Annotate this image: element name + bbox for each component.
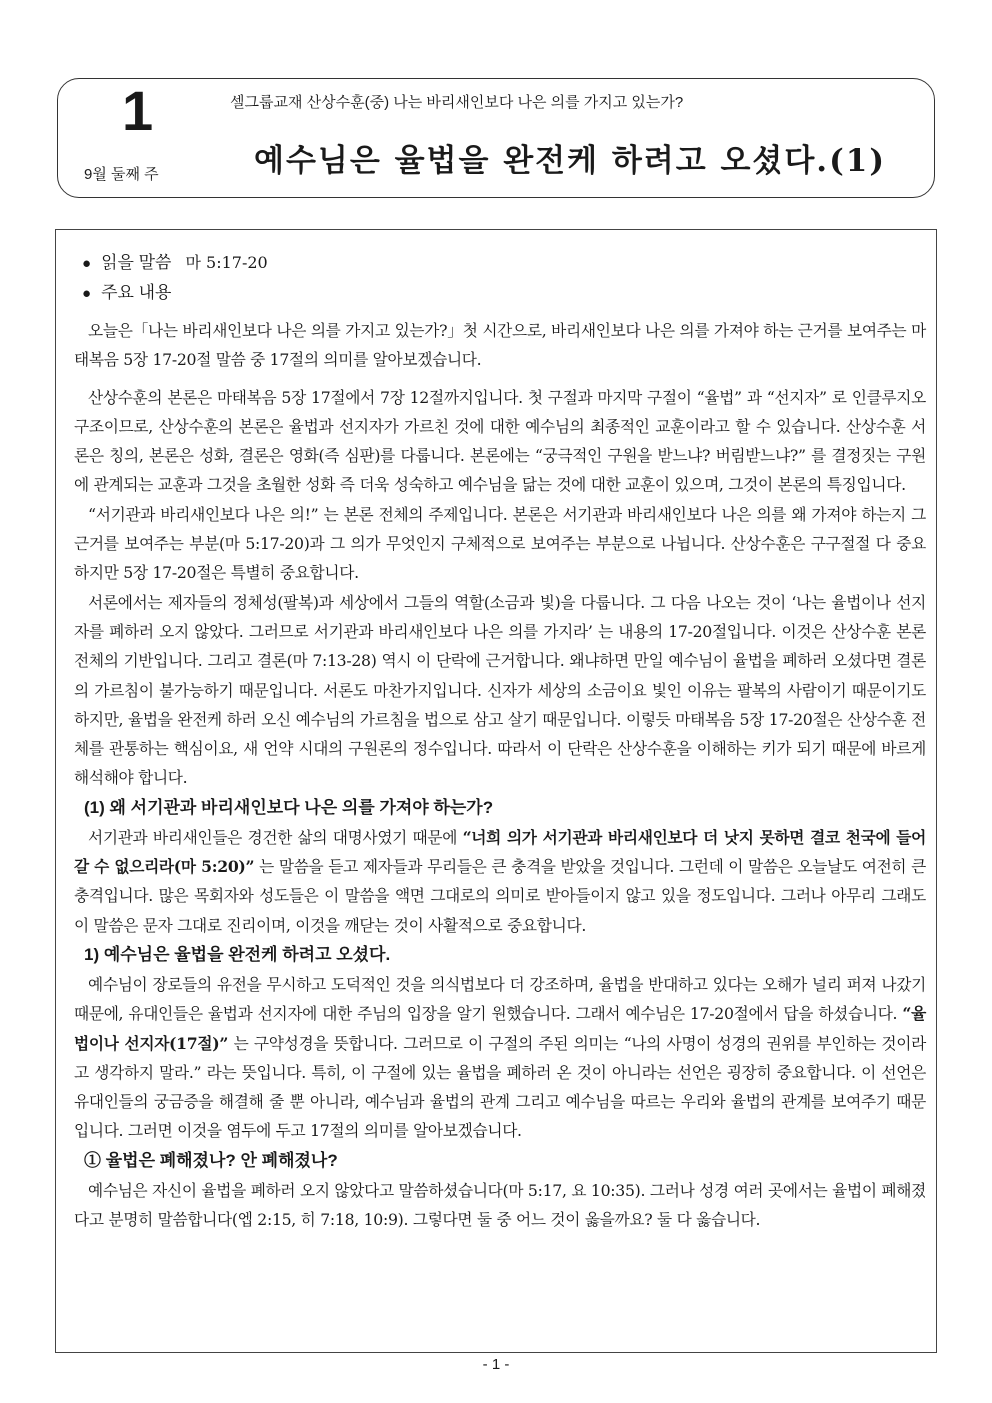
quote-bold: “너희 의가 서기관과 바리새인보다 더 낫지 못하면 결코 천국에 들어갈 수 없으리라(마 5:20)”	[74, 827, 926, 877]
page-number: - 1 -	[482, 1356, 510, 1373]
quote-bold: “율법이나 선지자(17절)”	[74, 1004, 926, 1053]
subsection-heading: 1) 예수님은 율법을 완전케 하려고 오셨다.	[84, 944, 391, 964]
bullet-icon: ●	[82, 285, 92, 302]
intro-paragraph: 오늘은「나는 바리새인보다 나은 의를 가지고 있는가?」첫 시간으로, 바리새인보다 나은 의를 가져야 하는 근거를 보여주는 마태복음 5장 17-20절 말씀 중 17절의 의미를 알아보겠습니다.	[74, 321, 926, 370]
lesson-header	[57, 78, 935, 198]
paragraph-text: 서기관과 바리새인들은 경건한 삶의 대명사였기 때문에	[88, 827, 463, 847]
subsection-heading: ① 율법은 폐해졌나? 안 폐해졌나?	[84, 1150, 338, 1170]
series-subtitle: 셀그룹교재 산상수훈(중) 나는 바리새인보다 나은 의를 가지고 있는가?	[230, 94, 684, 111]
body-paragraph	[74, 823, 926, 940]
paragraph-text: 는 말씀을 듣고 제자들과 무리들은 큰 충격을 받았을 것입니다. 그런데 이 말씀은 오늘날도 여전히 큰 충격입니다. 많은 목회자와 성도들은 이 말씀을 액면 그대로의 의미로 받아들이지 않고 있을 정도입니다. 그러나 아무리 그래도 이 말씀은 문자 그대로 진리이며, 이것을 깨닫는 것이 사활적으로 중요합니다.	[74, 857, 926, 935]
page-title: 예수님은 율법을 완전케 하려고 오셨다.(1)	[254, 143, 887, 179]
body-paragraph: 서론에서는 제자들의 정체성(팔복)과 세상에서 그들의 역할(소금과 빛)을 다룹니다. 그 다음 나오는 것이 ‘나는 율법이나 선지자를 폐하러 오지 않았다. 그러므로 서기관과 바리새인보다 나은 의를 가지라’ 는 내용의 17-20절입니다. 이것은 산상수훈 본론 전체의 기반입니다. 그리고 결론(마 7:13-28) 역시 이 단락에 근거합니다. 왜냐하면 만일 예수님이 율법을 폐하러 오셨다면 결론의 가르침이 불가능하기 때문입니다. 서론도 마찬가지입니다. 신자가 세상의 소금이요 빛인 이유는 팔복의 사람이기 때문이기도 하지만, 율법을 완전케 하러 오신 예수님의 가르침을 법으로 삼고 살기 때문입니다. 이렇듯 마태복음 5장 17-20절은 산상수훈 전체를 관통하는 핵심이요, 새 언약 시대의 구원론의 정수입니다. 따라서 이 단락은 산상수훈을 이해하는 키가 되기 때문에 바르게 해석해야 합니다.	[74, 592, 926, 788]
paragraph-text: 예수님이 장로들의 유전을 무시하고 도덕적인 것을 의식법보다 더 강조하며, 율법을 반대하고 있다는 오해가 널리 퍼져 나갔기 때문에, 유대인들은 율법과 선지자에 대한 주님의 입장을 알기 원했습니다. 그래서 예수님은 17-20절에서 답을 하셨습니다.	[74, 974, 926, 1024]
section-heading: (1) 왜 서기관과 바리새인보다 나은 의를 가져야 하는가?	[84, 797, 494, 817]
week-label: 9월 둘째 주	[84, 166, 159, 183]
content-area	[55, 229, 937, 1353]
bullet-icon: ●	[82, 255, 92, 272]
lesson-number: 1	[122, 79, 154, 142]
reading-line	[74, 248, 926, 278]
reading-reference: 마 5:17-20	[185, 253, 268, 272]
reading-label: 읽을 말씀	[101, 253, 172, 272]
body-paragraph	[74, 970, 926, 1146]
summary-label: 주요 내용	[101, 283, 172, 302]
paragraph-text: 는 구약성경을 뜻합니다. 그러므로 이 구절의 주된 의미는 “나의 사명이 성경의 권위를 부인하는 것이라고 생각하지 말라.” 라는 뜻입니다. 특히, 이 구절에 있는 율법을 폐하러 온 것이 아니라는 선언은 굉장히 중요합니다. 이 선언은 유대인들의 궁금증을 해결해 줄 뿐 아니라, 예수님과 율법의 관계 그리고 예수님을 따르는 우리와 율법의 관계를 보여주기 때문입니다. 그러면 이것을 염두에 두고 17절의 의미를 알아보겠습니다.	[74, 1033, 926, 1141]
body-paragraph: 산상수훈의 본론은 마태복음 5장 17절에서 7장 12절까지입니다. 첫 구절과 마지막 구절이 “율법” 과 “선지자” 로 인클루지오 구조이므로, 산상수훈의 본론은 율법과 선지자가 가르친 것에 대한 예수님의 최종적인 교훈이라고 할 수 있습니다. 산상수훈 서론은 칭의, 본론은 성화, 결론은 영화(즉 심판)를 다룹니다. 본론에는 “궁극적인 구원을 받느냐? 버림받느냐?” 를 결정짓는 구원에 관계되는 교훈과 그것을 초월한 성화 즉 더욱 성숙하고 예수님을 닮는 것에 대한 교훈이 있으며, 그것이 본론의 특징입니다.	[74, 387, 926, 495]
body-paragraph: “서기관과 바리새인보다 나은 의!” 는 본론 전체의 주제입니다. 본론은 서기관과 바리새인보다 나은 의를 왜 가져야 하는지 그 근거를 보여주는 부분(마 5:17-20)과 그 의가 무엇인지 구체적으로 보여주는 부분으로 나뉩니다. 산상수훈은 구구절절 다 중요하지만 5장 17-20절은 특별히 중요합니다.	[74, 504, 926, 583]
summary-line	[74, 278, 926, 308]
body-paragraph: 예수님은 자신이 율법을 폐하러 오지 않았다고 말씀하셨습니다(마 5:17, 요 10:35). 그러나 성경 여러 곳에서는 율법이 폐해졌다고 분명히 말씀합니다(엡 2:15, 히 7:18, 10:9). 그렇다면 둘 중 어느 것이 옳을까요? 둘 다 옳습니다.	[74, 1180, 926, 1230]
